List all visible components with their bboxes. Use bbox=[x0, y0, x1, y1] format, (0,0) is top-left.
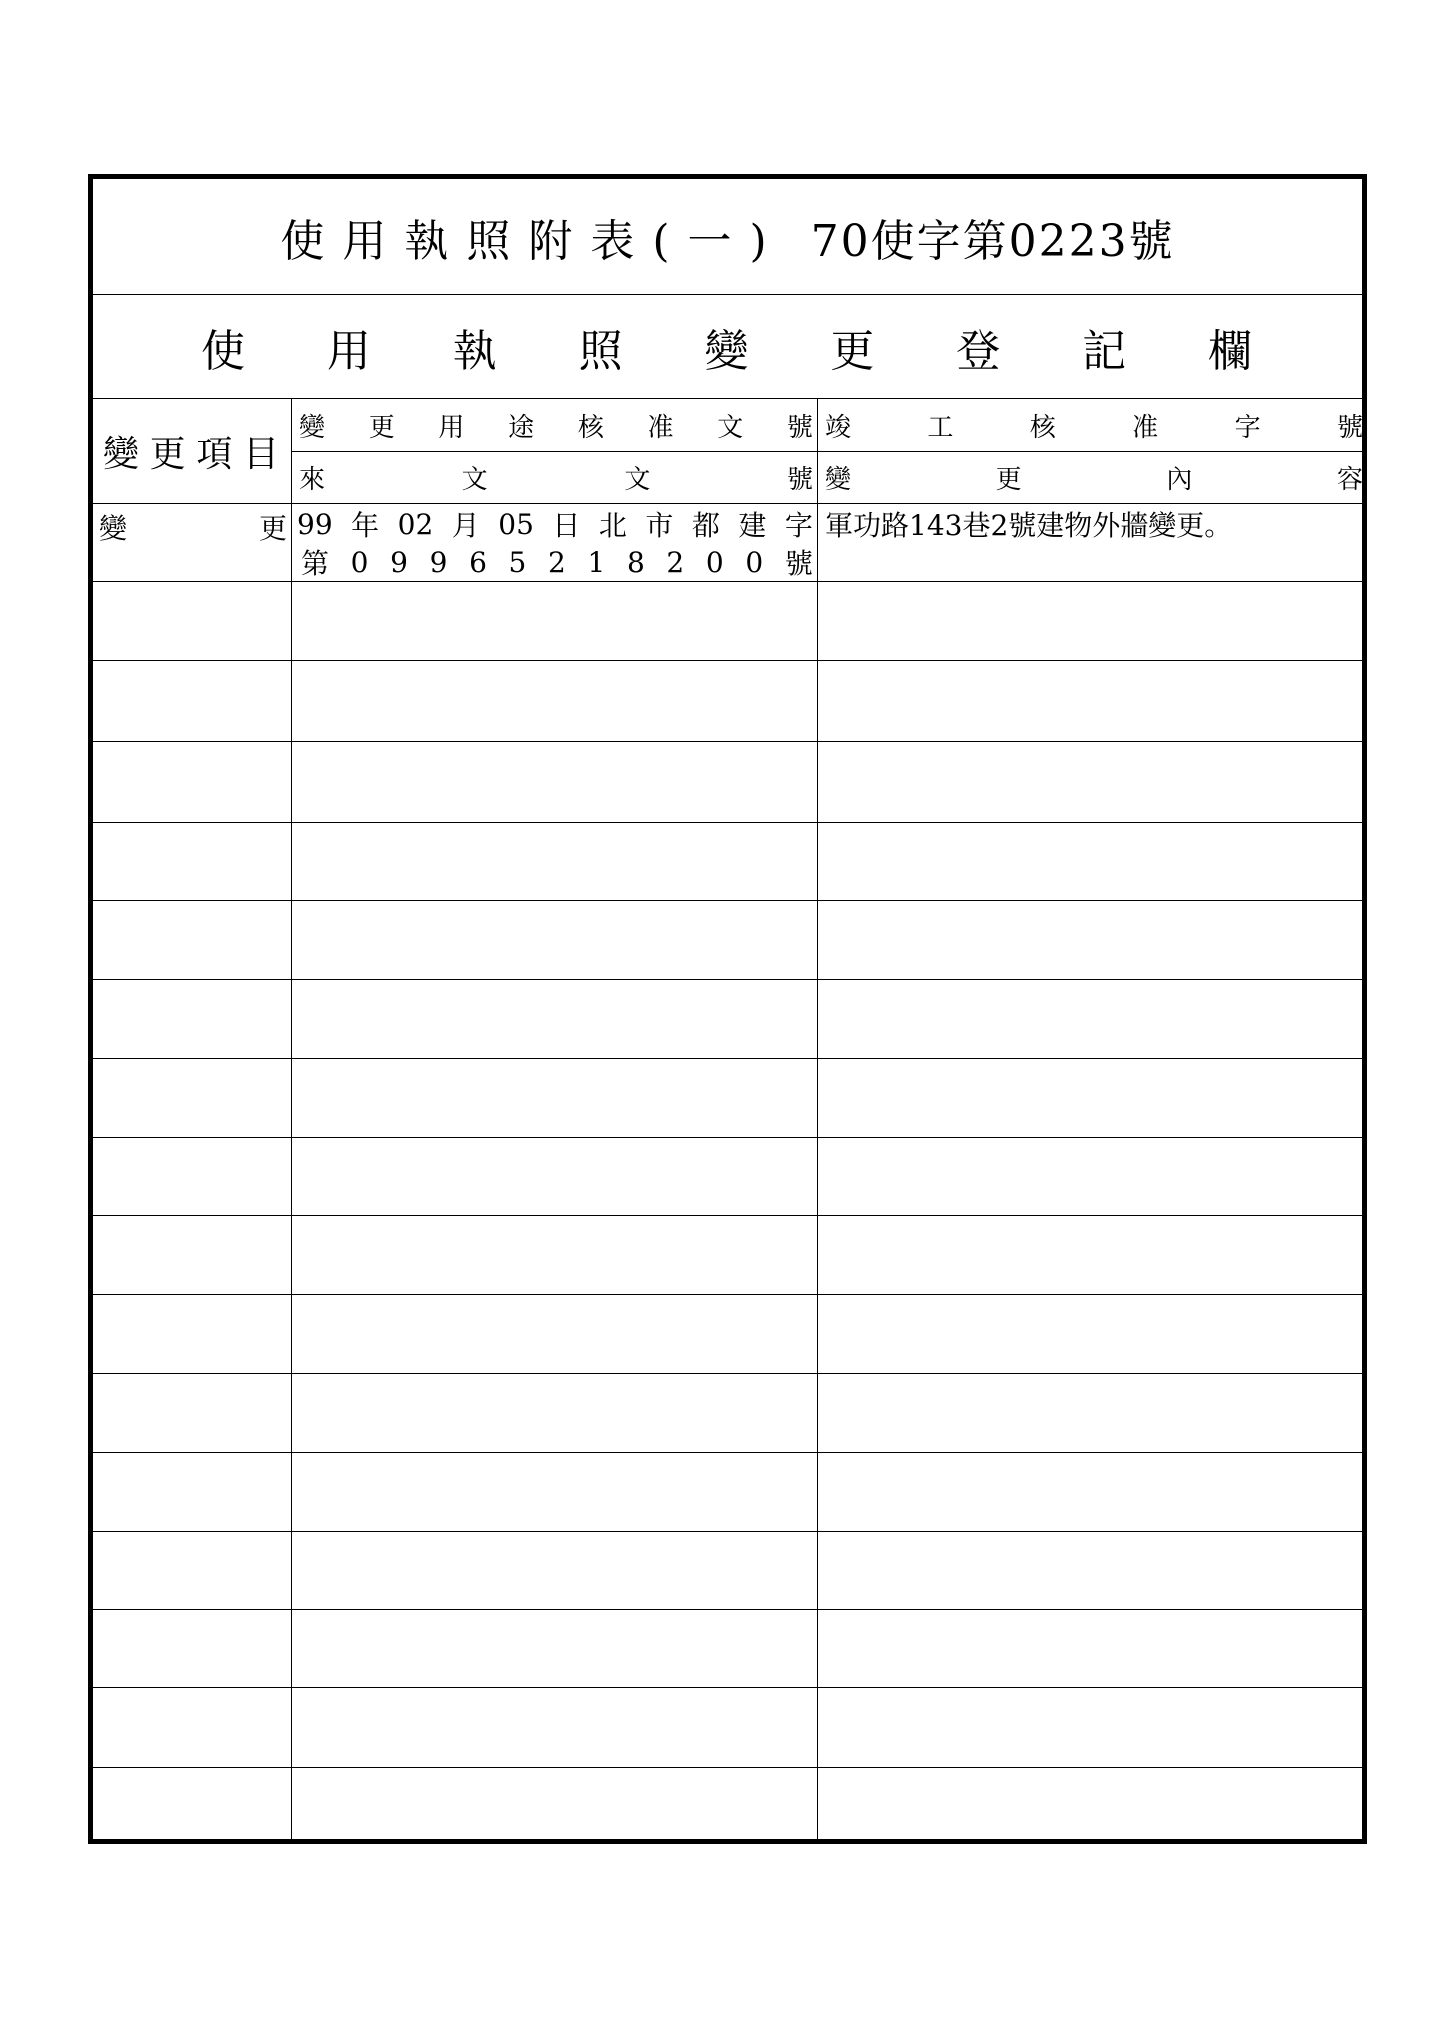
entry-doc-line1 bbox=[293, 505, 817, 543]
doc-char: 2 bbox=[548, 545, 566, 579]
row-separator bbox=[93, 1137, 1367, 1138]
doc-char: 第 bbox=[301, 547, 330, 580]
subtitle-char: 更 bbox=[830, 325, 875, 377]
subtitle-char: 記 bbox=[1082, 325, 1127, 377]
header-char: 變 bbox=[299, 412, 326, 443]
header-char: 變 bbox=[825, 465, 852, 495]
row-separator bbox=[93, 822, 1367, 823]
row-separator bbox=[93, 1294, 1367, 1295]
header-approval-doc bbox=[293, 399, 817, 451]
doc-char: 0 bbox=[745, 545, 764, 579]
doc-char: 9 bbox=[429, 545, 448, 579]
column-divider bbox=[817, 399, 818, 1844]
row-separator bbox=[93, 900, 1367, 901]
header-char: 來 bbox=[299, 465, 326, 495]
row-separator bbox=[93, 1767, 1367, 1768]
header-char: 更 bbox=[995, 465, 1022, 495]
doc-char: 99 bbox=[297, 507, 333, 541]
header-char: 容 bbox=[1336, 465, 1363, 495]
subtitle-char: 使 bbox=[201, 325, 245, 377]
header-char: 文 bbox=[461, 465, 488, 495]
header-char: 更 bbox=[149, 433, 186, 475]
doc-char: 2 bbox=[666, 545, 685, 579]
header-char: 文 bbox=[717, 412, 744, 443]
doc-char: 建 bbox=[738, 509, 767, 542]
doc-char: 北 bbox=[598, 509, 627, 542]
column-divider bbox=[291, 399, 292, 1844]
form-title bbox=[93, 179, 1362, 295]
doc-char: 9 bbox=[390, 545, 408, 579]
subtitle-char: 用 bbox=[326, 325, 371, 377]
doc-char: 8 bbox=[626, 545, 645, 579]
header-completion-doc bbox=[819, 399, 1367, 451]
header-char: 內 bbox=[1166, 465, 1193, 495]
header-char: 用 bbox=[438, 412, 465, 443]
doc-char: 號 bbox=[784, 547, 813, 580]
header-char: 字 bbox=[1234, 412, 1261, 443]
header-change-item bbox=[93, 399, 291, 503]
entry-item bbox=[93, 505, 291, 581]
header-char: 途 bbox=[508, 412, 535, 443]
header-char: 號 bbox=[786, 412, 813, 443]
header-char: 號 bbox=[1336, 412, 1363, 443]
header-incoming-doc bbox=[293, 452, 817, 503]
row-separator bbox=[93, 1373, 1367, 1374]
header-char: 准 bbox=[647, 412, 674, 443]
header-char: 工 bbox=[927, 412, 954, 443]
header-char: 准 bbox=[1132, 412, 1159, 443]
header-char: 核 bbox=[1029, 412, 1056, 443]
doc-char: 05 bbox=[498, 507, 534, 541]
doc-char: 都 bbox=[691, 509, 720, 542]
doc-char: 年 bbox=[351, 509, 380, 542]
form-title-main: 使用執照附表(一) bbox=[280, 215, 785, 267]
row-separator bbox=[93, 1531, 1367, 1532]
header-char: 目 bbox=[242, 433, 279, 475]
doc-char: 市 bbox=[645, 509, 674, 542]
doc-char: 6 bbox=[469, 545, 487, 579]
header-char: 核 bbox=[577, 412, 604, 443]
subtitle-char: 登 bbox=[956, 325, 1001, 377]
subtitle-char: 執 bbox=[452, 325, 497, 377]
doc-char: 0 bbox=[705, 545, 724, 579]
entry-doc-line2 bbox=[293, 543, 817, 581]
header-char: 文 bbox=[624, 465, 651, 495]
subtitle-char: 照 bbox=[578, 325, 623, 377]
row-separator bbox=[93, 1687, 1367, 1688]
header-char: 竣 bbox=[825, 412, 852, 443]
doc-char: 5 bbox=[508, 545, 527, 579]
doc-char: 日 bbox=[552, 509, 581, 542]
subtitle-char: 欄 bbox=[1208, 325, 1252, 377]
header-change-content bbox=[819, 452, 1367, 503]
doc-char: 1 bbox=[587, 545, 606, 579]
subtitle-char: 變 bbox=[704, 325, 749, 377]
row-separator bbox=[93, 1058, 1367, 1059]
header-char: 變 bbox=[103, 433, 140, 475]
header-bottom-line bbox=[93, 503, 1367, 504]
header-char: 更 bbox=[368, 412, 395, 443]
doc-char: 字 bbox=[784, 509, 813, 542]
doc-char: 02 bbox=[397, 507, 434, 541]
license-change-form bbox=[88, 174, 1367, 1844]
row-separator bbox=[93, 741, 1367, 742]
doc-char: 0 bbox=[350, 545, 369, 579]
row-separator bbox=[93, 1215, 1367, 1216]
doc-char: 月 bbox=[451, 509, 480, 542]
row-separator bbox=[93, 581, 1367, 582]
header-char: 號 bbox=[786, 465, 813, 495]
row-separator bbox=[93, 979, 1367, 980]
entry-content: 軍功路143巷2號建物外牆變更。 bbox=[825, 509, 1233, 542]
row-separator bbox=[93, 1609, 1367, 1610]
form-title-number: 70使字第0223號 bbox=[810, 215, 1175, 267]
form-subtitle bbox=[93, 295, 1362, 399]
row-separator bbox=[93, 1452, 1367, 1453]
entry-item-char: 變 bbox=[99, 512, 128, 545]
header-char: 項 bbox=[196, 433, 233, 475]
entry-item-char: 更 bbox=[258, 512, 287, 545]
row-separator bbox=[93, 660, 1367, 661]
